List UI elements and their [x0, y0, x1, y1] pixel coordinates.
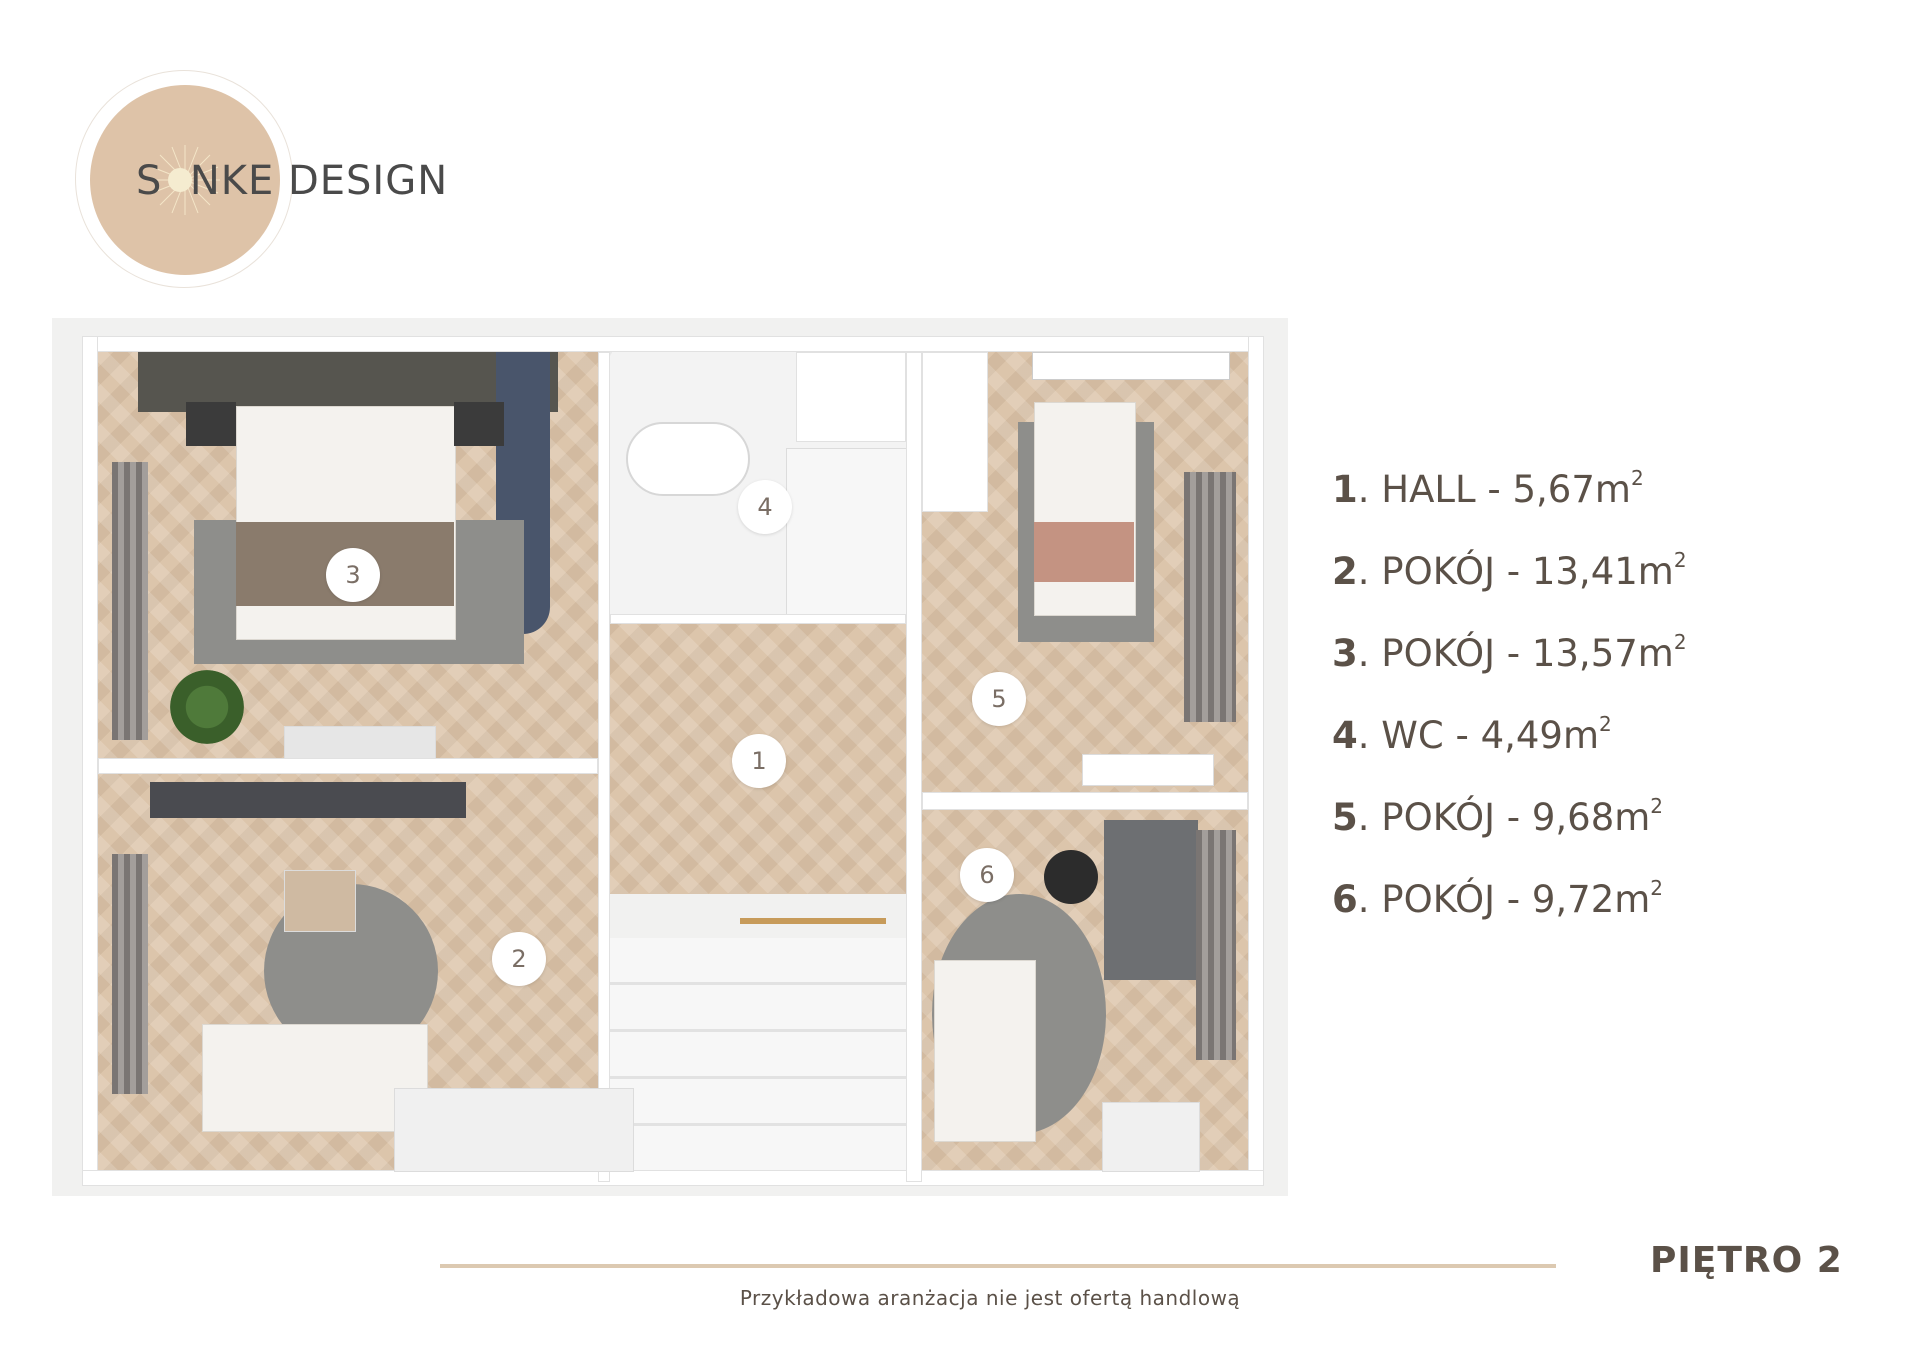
wall	[92, 336, 1256, 352]
nightstand	[454, 402, 504, 446]
legend-text: . POKÓJ - 13,41m	[1357, 550, 1674, 593]
plant	[170, 670, 244, 744]
room-2	[98, 774, 598, 1170]
room-badge-1: 1	[732, 734, 786, 788]
room-5	[922, 352, 1248, 792]
legend-sup: 2	[1673, 547, 1687, 572]
stair-railing	[740, 918, 886, 924]
wall	[598, 352, 610, 1182]
legend-number: 3	[1332, 632, 1358, 675]
curtain	[112, 462, 148, 740]
curtain	[1184, 472, 1236, 722]
footer-divider	[440, 1264, 1556, 1268]
wall	[1248, 336, 1264, 1184]
legend-item-3	[1332, 629, 1687, 714]
room-6	[922, 810, 1248, 1170]
legend-number: 2	[1332, 550, 1358, 593]
nightstand	[186, 402, 236, 446]
legend-text: . POKÓJ - 9,72m	[1357, 878, 1651, 921]
curtain	[1196, 830, 1236, 1060]
legend-number: 4	[1332, 714, 1358, 757]
room-badge-3: 3	[326, 548, 380, 602]
pouf	[284, 870, 356, 932]
legend-number: 6	[1332, 878, 1358, 921]
bench	[284, 726, 436, 760]
chair	[1044, 850, 1098, 904]
room-badge-2: 2	[492, 932, 546, 986]
logo-brand-text: S NKE DESIGN	[136, 158, 449, 204]
bed-blanket	[1034, 522, 1134, 582]
legend-sup: 2	[1650, 875, 1664, 900]
floor-plan	[52, 318, 1288, 1196]
wall	[906, 352, 922, 1182]
dresser	[1102, 1102, 1200, 1172]
legend-text: . POKÓJ - 13,57m	[1357, 632, 1674, 675]
legend-item-2	[1332, 547, 1687, 632]
room-1	[610, 624, 906, 894]
wall	[82, 336, 98, 1184]
legend-item-4	[1332, 711, 1687, 796]
bed	[1034, 402, 1136, 616]
wall	[796, 352, 906, 442]
legend-sup: 2	[1599, 711, 1612, 736]
room-badge-4: 4	[738, 480, 792, 534]
room-badge-5: 5	[972, 672, 1026, 726]
legend-item-1	[1332, 465, 1687, 550]
legend-text: . HALL - 5,67m	[1357, 468, 1631, 511]
desk	[1104, 820, 1198, 980]
legend-number: 1	[1332, 468, 1358, 511]
legend-number: 5	[1332, 796, 1358, 839]
wall	[82, 1170, 1264, 1186]
storage-bench	[394, 1088, 634, 1172]
wall	[922, 352, 988, 512]
wall	[610, 614, 906, 624]
vanity	[786, 448, 908, 616]
bathtub	[626, 422, 750, 496]
legend-text: . POKÓJ - 9,68m	[1357, 796, 1651, 839]
legend-sup: 2	[1673, 629, 1687, 654]
disclaimer-text: Przykładowa aranżacja nie jest ofertą handlową	[739, 1286, 1241, 1310]
legend-item-6	[1332, 875, 1687, 960]
shelf	[150, 782, 466, 818]
wall	[922, 792, 1248, 810]
room-badge-6: 6	[960, 848, 1014, 902]
wall	[98, 758, 598, 774]
floor-label: PIĘTRO 2	[1650, 1240, 1843, 1281]
curtain	[112, 854, 148, 1094]
area-legend	[1332, 465, 1687, 960]
staircase	[610, 938, 906, 1170]
desk	[1082, 754, 1214, 786]
legend-text: . WC - 4,49m	[1357, 714, 1599, 757]
artwork	[1032, 352, 1230, 380]
legend-sup: 2	[1630, 465, 1644, 490]
bed	[934, 960, 1036, 1142]
legend-sup: 2	[1650, 793, 1664, 818]
room-3	[98, 352, 598, 758]
legend-item-5	[1332, 793, 1687, 878]
disclaimer	[0, 1286, 1920, 1310]
